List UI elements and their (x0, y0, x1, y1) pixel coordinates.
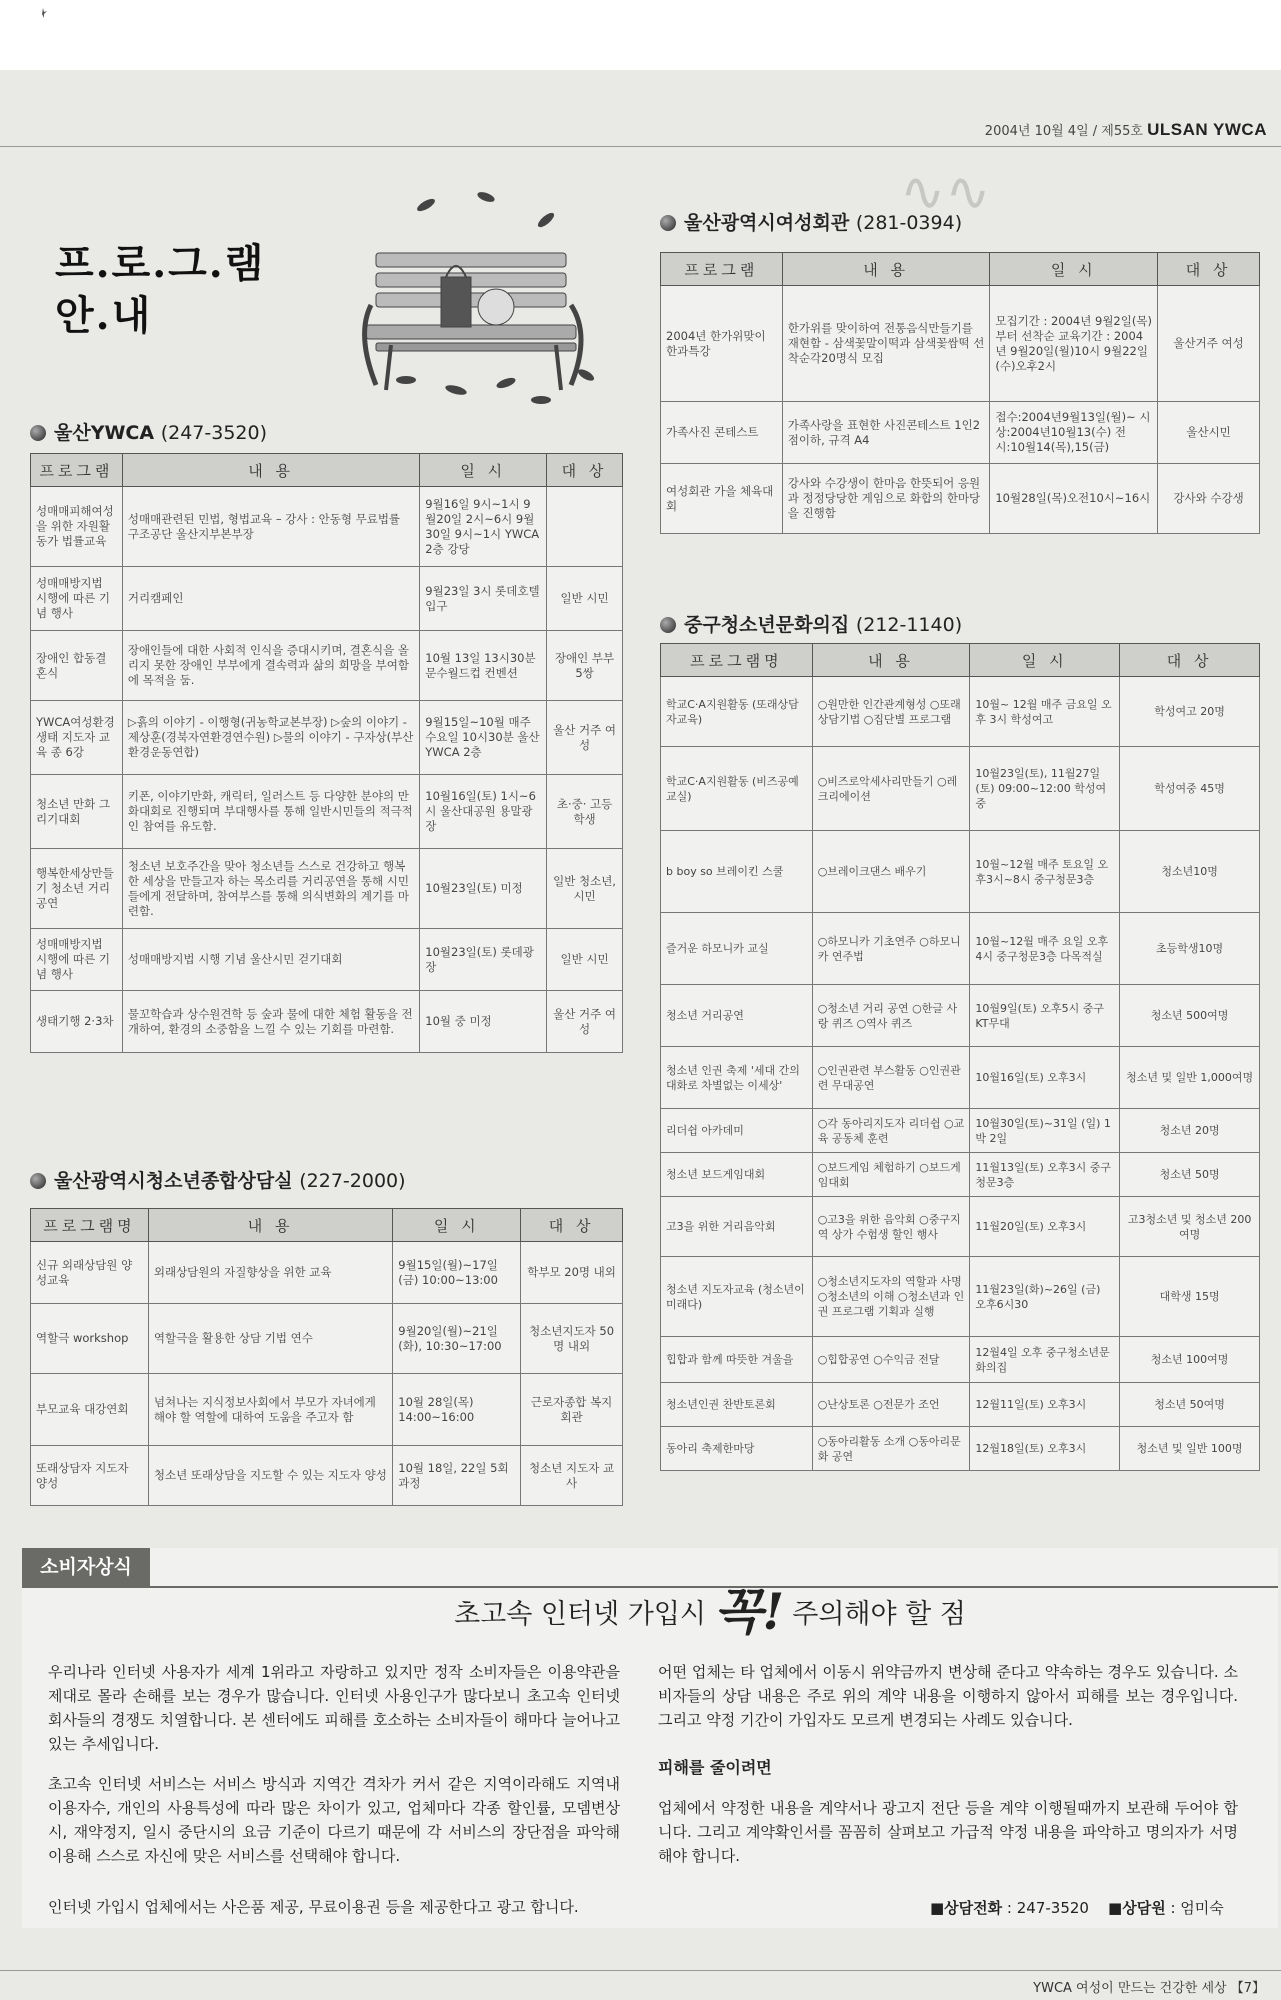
cell: 성매매관련된 민법, 형법교육 – 강사 : 안동형 무료법률 구조공단 울산지부본부장 (122, 487, 419, 567)
cell: 학교C·A지원활동 (또래상담자교육) (661, 677, 813, 747)
table-row (31, 631, 623, 701)
table-row (661, 1427, 1260, 1471)
ywca-phone: (247-3520) (160, 422, 268, 444)
consumer-tag: 소비자상식 (22, 1548, 150, 1586)
cell: 10월16일(토) 오후3시 (970, 1047, 1120, 1109)
consumer-headline (390, 1572, 1030, 1644)
cell: 10월30일(토)~31일 (일) 1박 2일 (970, 1109, 1120, 1153)
cell: 생태기행 2·3차 (31, 991, 123, 1053)
brand-name: ULSAN YWCA (1147, 120, 1267, 139)
cell: ○고3을 위한 음악회 ○중구지역 상가 수험생 할인 행사 (812, 1197, 970, 1257)
page-title (55, 238, 265, 342)
junggu-section-title (660, 610, 962, 637)
cell: 9월23일 3시 롯데호텔 입구 (420, 567, 547, 631)
table-row (661, 1047, 1260, 1109)
cell: 청소년 50명 (1120, 1153, 1260, 1197)
table-row (31, 1304, 623, 1374)
cell: 청소년10명 (1120, 831, 1260, 913)
table-row (31, 849, 623, 929)
cell: 초·중· 고등학생 (547, 775, 623, 849)
cell: 울산 거주 여성 (547, 991, 623, 1053)
headline-part-c: 주의해야 할 점 (792, 1599, 966, 1630)
ghost-bleed: ∿∿ (900, 160, 991, 223)
table-row (661, 1109, 1260, 1153)
table-row (661, 286, 1260, 402)
cell: 부모교육 대강연회 (31, 1374, 149, 1446)
cell: 10월23일(토) 미정 (420, 849, 547, 929)
cell: ○청소년지도자의 역할과 사명 ○청소년의 이해 ○청소년과 인권 프로그램 기획과 실행 (812, 1257, 970, 1337)
cell: 11월13일(토) 오후3시 중구청문3층 (970, 1153, 1120, 1197)
table-row (661, 985, 1260, 1047)
staff-value: : 엄미숙 (1170, 1899, 1224, 1917)
cell: 성매매피해여성을 위한 자원활동가 법률교육 (31, 487, 123, 567)
cell (547, 487, 623, 567)
cell: 장애인들에 대한 사회적 인식을 증대시키며, 결혼식을 올리지 못한 장애인 부부에게 결속력과 삶의 희망을 부여함에 목적을 둠. (122, 631, 419, 701)
consumer-paragraph-3: 인터넷 가입시 업체에서는 사은품 제공, 무료이용권 등을 제공한다고 광고 합니다. (48, 1898, 579, 1916)
cell: ○힙합공연 ○수익금 전달 (812, 1337, 970, 1383)
cell: 행복한세상만들기 청소년 거리공연 (31, 849, 123, 929)
bench-illustration-icon (346, 185, 606, 415)
cell: 청소년 지도자 교사 (521, 1446, 623, 1506)
table-row (661, 747, 1260, 831)
cell: 학교C·A지원활동 (비즈공예교실) (661, 747, 813, 831)
cell: 12월4일 오후 중구청소년문화의집 (970, 1337, 1120, 1383)
table-row (31, 1446, 623, 1506)
cell: 청소년 보호주간을 맞아 청소년들 스스로 건강하고 행복한 세상을 만들고자 하는 목소리를 거리공연을 통해 시민들에게 전달하며, 참여부스를 통해 의식변화의 계기를 마련함. (122, 849, 419, 929)
issue-date: 2004년 10월 4일 / 제55호 (984, 124, 1143, 139)
counsel-header-content: 내 용 (148, 1209, 392, 1242)
cell: 청소년 지도자교육 (청소년이 미래다) (661, 1257, 813, 1337)
cell: ○동아리활동 소개 ○동아리문화 공연 (812, 1427, 970, 1471)
table-row (661, 402, 1260, 464)
cell: 신규 외래상담원 양성교육 (31, 1242, 149, 1304)
counsel-phone: (227-2000) (299, 1170, 406, 1192)
cell: 가족사진 콘테스트 (661, 402, 783, 464)
cell: 12월11일(토) 오후3시 (970, 1383, 1120, 1427)
bullet-icon (30, 1173, 46, 1189)
women-header-target: 대 상 (1158, 253, 1260, 286)
table-row (661, 1153, 1260, 1197)
table-row (31, 929, 623, 991)
ywca-table (30, 453, 623, 1053)
cell: 역할극을 활용한 상담 기법 연수 (148, 1304, 392, 1374)
cell: 청소년 거리공연 (661, 985, 813, 1047)
table-row (661, 1257, 1260, 1337)
cell: 11월23일(화)~26일 (금) 오후6시30 (970, 1257, 1120, 1337)
cell: 9월16일 9시~1시 9월20일 2시~6시 9월30일 9시~1시 YWCA 2층 강당 (420, 487, 547, 567)
staff-label: ■상담원 (1108, 1899, 1166, 1917)
phone-value: : 247-3520 (1006, 1899, 1089, 1917)
cell: 강사와 수강생이 한마음 한뜻되어 응원과 정정당당한 게임으로 화합의 한마당을 진행함 (782, 464, 990, 534)
junggu-header-target: 대 상 (1120, 644, 1260, 677)
cell: 청소년 만화 그리기대회 (31, 775, 123, 849)
cell: 10월16일(토) 1시~6시 울산대공원 용말광장 (420, 775, 547, 849)
header-divider (0, 146, 1281, 147)
counsel-name: 울산광역시청소년종합상담실 (54, 1170, 293, 1192)
counsel-table (30, 1208, 623, 1506)
cell: 한가위를 맞이하여 전통음식만들기를 재현함 - 삼색꽃말이떡과 삼색꽃쌈떡 선착순각20명식 모집 (782, 286, 990, 402)
cell: ▷흙의 이야기 - 이행형(귀농학교본부장) ▷숲의 이야기 - 제상훈(경북자연환경연수원) ▷물의 이야기 - 구자상(부산환경운동연합) (122, 701, 419, 775)
counsel-header-program: 프로그램명 (31, 1209, 149, 1242)
cell: 모집기간 : 2004년 9월2일(목)부터 선착순 교육기간 : 2004년 9월20일(월)10시 9월22일(수)오후2시 (990, 286, 1158, 402)
title-line-1: 프.로.그.램 (55, 240, 266, 287)
cell: 청소년 20명 (1120, 1109, 1260, 1153)
junggu-header-content: 내 용 (812, 644, 970, 677)
cell: 10월 중 미정 (420, 991, 547, 1053)
cell: 거리캠페인 (122, 567, 419, 631)
consumer-paragraph-4: 어떤 업체는 타 업체에서 이동시 위약금까지 변상해 준다고 약속하는 경우도 있습니다. 소비자들의 상담 내용은 주로 위의 계약 내용을 이행하지 않아서 피해를 보는 경우입니다. 그리고 약정 기간이 가입자도 모르게 변경되는 사례도 있습니다. (658, 1663, 1238, 1729)
women-name: 울산광역시여성회관 (684, 212, 850, 234)
table-row (31, 487, 623, 567)
women-phone: (281-0394) (855, 212, 963, 234)
cell: 고3청소년 및 청소년 200여명 (1120, 1197, 1260, 1257)
junggu-header-date: 일 시 (970, 644, 1120, 677)
consumer-contact (930, 1897, 1224, 1918)
cell: 장애인 부부 5쌍 (547, 631, 623, 701)
cell: 9월15일~10월 매주 수요일 10시30분 울산YWCA 2층 (420, 701, 547, 775)
cell: 여성회관 가을 체육대회 (661, 464, 783, 534)
cell: 고3을 위한 거리음악회 (661, 1197, 813, 1257)
cell: 울산시민 (1158, 402, 1260, 464)
table-row (661, 464, 1260, 534)
cell: 즐거운 하모니카 교실 (661, 913, 813, 985)
cell: 일반 청소년, 시민 (547, 849, 623, 929)
cell: 청소년 및 일반 100명 (1120, 1427, 1260, 1471)
table-row (31, 1242, 623, 1304)
cell: ○원만한 인간관계형성 ○또래상담기법 ○집단별 프로그램 (812, 677, 970, 747)
ywca-header-date: 일 시 (420, 454, 547, 487)
consumer-paragraph-1: 우리나라 인터넷 사용자가 세계 1위라고 자랑하고 있지만 정작 소비자들은 이용약관을 제대로 몰라 손해를 보는 경우가 많습니다. 인터넷 사용인구가 많다보니 초고속 인터넷 회사들의 경쟁도 치열합니다. 본 센터에도 피해를 호소하는 소비자들이 해마다 늘어나고 있는 추세입니다. (48, 1663, 620, 1753)
cell: ○인권관련 부스활동 ○인권관련 무대공연 (812, 1047, 970, 1109)
cell: ○보드게임 체험하기 ○보드게임대회 (812, 1153, 970, 1197)
counsel-header-target: 대 상 (521, 1209, 623, 1242)
women-table (660, 252, 1260, 534)
table-row (31, 775, 623, 849)
cell: 청소년 보드게임대회 (661, 1153, 813, 1197)
cell: 학성여중 45명 (1120, 747, 1260, 831)
headline-part-b: 꼭! (713, 1582, 785, 1641)
cell: 리더쉽 아카데미 (661, 1109, 813, 1153)
cell: 11월20일(토) 오후3시 (970, 1197, 1120, 1257)
cell: 강사와 수강생 (1158, 464, 1260, 534)
cell: 초등학생10명 (1120, 913, 1260, 985)
cell: ○각 동아리지도자 리더쉽 ○교육 공동체 훈련 (812, 1109, 970, 1153)
consumer-paragraph-5: 업체에서 약정한 내용을 계약서나 광고지 전단 등을 계약 이행될때까지 보관해 두어야 합니다. 그리고 계약확인서를 꼼꼼히 살펴보고 가급적 약정 내용을 파악하고 명의자가 서명해야 합니다. (658, 1799, 1238, 1865)
cell: 10월23일(토) 롯데광장 (420, 929, 547, 991)
counsel-header-date: 일 시 (393, 1209, 521, 1242)
cell: ○난상토론 ○전문가 조언 (812, 1383, 970, 1427)
cell: 또래상담자 지도자 양성 (31, 1446, 149, 1506)
cell: ○브레이크댄스 배우기 (812, 831, 970, 913)
cell: ○청소년 거리 공연 ○한글 사랑 퀴즈 ○역사 퀴즈 (812, 985, 970, 1047)
bullet-icon (30, 425, 46, 441)
cell: 청소년 및 일반 1,000여명 (1120, 1047, 1260, 1109)
table-row (31, 991, 623, 1053)
phone-label: ■상담전화 (930, 1899, 1003, 1917)
junggu-header-program: 프로그램명 (661, 644, 813, 677)
consumer-subheading: 피해를 줄이려면 (658, 1758, 772, 1777)
footer-divider (0, 1970, 1281, 1971)
cell: ○하모니카 기초연주 ○하모니카 연주법 (812, 913, 970, 985)
cell: 넘쳐나는 지식정보사회에서 부모가 자녀에게 해야 할 역할에 대하여 도움을 주고자 함 (148, 1374, 392, 1446)
cell: 성매매방지법 시행 기념 울산시민 걷기대회 (122, 929, 419, 991)
ywca-header-content: 내 용 (122, 454, 419, 487)
cell: 청소년 인권 축제 '세대 간의 대화로 차별없는 이세상' (661, 1047, 813, 1109)
junggu-name: 중구청소년문화의집 (684, 614, 850, 636)
table-row (661, 1197, 1260, 1257)
headline-part-a: 초고속 인터넷 가입시 (454, 1599, 706, 1630)
bullet-icon (660, 617, 676, 633)
cell: 청소년 50여명 (1120, 1383, 1260, 1427)
table-row (661, 831, 1260, 913)
ywca-header-program: 프로그램 (31, 454, 123, 487)
cell: 12월18일(토) 오후3시 (970, 1427, 1120, 1471)
page-footer: YWCA 여성이 만드는 건강한 세상 【7】 (1033, 1981, 1265, 1996)
cell: YWCA여성환경생태 지도자 교육 종 6강 (31, 701, 123, 775)
counsel-section-title (30, 1166, 406, 1193)
cell: 10월 28일(목) 14:00~16:00 (393, 1374, 521, 1446)
corner-mark-icon (40, 8, 48, 18)
women-header-content: 내 용 (782, 253, 990, 286)
cell: 10월~12월 매주 요일 오후4시 중구청문3층 다목적실 (970, 913, 1120, 985)
cell: 접수:2004년9월13일(월)~ 시상:2004년10월13(수) 전시:10월14(목),15(금) (990, 402, 1158, 464)
cell: 9월15일(월)~17일(금) 10:00~13:00 (393, 1242, 521, 1304)
cell: 물꼬학습과 상수원견학 등 숲과 물에 대한 체험 활동을 전개하여, 환경의 소중함을 느낄 수 있는 기회를 마련함. (122, 991, 419, 1053)
cell: 대학생 15명 (1120, 1257, 1260, 1337)
cell: 근로자종합 복지회관 (521, 1374, 623, 1446)
cell: 10월28일(목)오전10시~16시 (990, 464, 1158, 534)
cell: 가족사랑을 표현한 사진콘테스트 1인2점이하, 규격 A4 (782, 402, 990, 464)
cell: 청소년 또래상담을 지도할 수 있는 지도자 양성 (148, 1446, 392, 1506)
cell: 일반 시민 (547, 929, 623, 991)
table-row (661, 913, 1260, 985)
cell: 10월~12월 매주 토요일 오후3시~8시 중구청문3층 (970, 831, 1120, 913)
cell: 10월23일(토), 11월27일(토) 09:00~12:00 학성여중 (970, 747, 1120, 831)
cell: 10월 13일 13시30분 문수월드컵 컨벤션 (420, 631, 547, 701)
cell: 장애인 합동결혼식 (31, 631, 123, 701)
table-row (31, 701, 623, 775)
table-row (661, 1337, 1260, 1383)
table-row (661, 1383, 1260, 1427)
cell: 힙합과 함께 따뜻한 겨울을 (661, 1337, 813, 1383)
cell: 2004년 한가위맞이 한과특강 (661, 286, 783, 402)
table-row (31, 567, 623, 631)
cell: 키폰, 이야기만화, 캐릭터, 일러스트 등 다양한 분야의 만화대회로 진행되며 부대행사를 통해 일반시민들의 적극적인 참여를 유도함. (122, 775, 419, 849)
table-row (31, 1374, 623, 1446)
ywca-name: 울산YWCA (54, 422, 155, 444)
cell: 9월20일(월)~21일 (화), 10:30~17:00 (393, 1304, 521, 1374)
cell: 청소년지도자 50명 내외 (521, 1304, 623, 1374)
junggu-phone: (212-1140) (855, 614, 963, 636)
women-section-title (660, 208, 962, 235)
cell: 동아리 축제한마당 (661, 1427, 813, 1471)
cell: 청소년인권 찬반토론회 (661, 1383, 813, 1427)
junggu-table (660, 643, 1260, 1471)
table-row (661, 677, 1260, 747)
cell: 청소년 500여명 (1120, 985, 1260, 1047)
cell: ○비즈로악세사리만들기 ○레크리에이션 (812, 747, 970, 831)
cell: 성매매방지법 시행에 따른 기념 행사 (31, 567, 123, 631)
ywca-header-target: 대 상 (547, 454, 623, 487)
title-line-2: 안.내 (55, 292, 153, 339)
cell: 10월 18일, 22일 5회과정 (393, 1446, 521, 1506)
cell: 울산 거주 여성 (547, 701, 623, 775)
cell: 10월9일(토) 오후5시 중구 KT무대 (970, 985, 1120, 1047)
cell: 학성여고 20명 (1120, 677, 1260, 747)
women-header-program: 프로그램 (661, 253, 783, 286)
cell: 외래상담원의 자질향상을 위한 교육 (148, 1242, 392, 1304)
bullet-icon (660, 215, 676, 231)
masthead (985, 120, 1267, 140)
consumer-paragraph-2: 초고속 인터넷 서비스는 서비스 방식과 지역간 격차가 커서 같은 지역이라해도 지역내 이용자수, 개인의 사용특성에 따라 많은 차이가 있고, 업체마다 각종 할인률, 모뎀변상시, 재약정지, 일시 중단시의 요금 기준이 다르기 때문에 각 서비스의 장단점을 파악해 이용해 스스로 자신에 맞은 서비스를 선택해야 합니다. (48, 1775, 620, 1865)
cell: 울산거주 여성 (1158, 286, 1260, 402)
cell: b boy so 브레이킨 스쿨 (661, 831, 813, 913)
cell: 10월~ 12월 매주 금요일 오후 3시 학성여고 (970, 677, 1120, 747)
cell: 청소년 100여명 (1120, 1337, 1260, 1383)
women-header-date: 일 시 (990, 253, 1158, 286)
ywca-section-title (30, 418, 267, 445)
cell: 역할극 workshop (31, 1304, 149, 1374)
cell: 학부모 20명 내외 (521, 1242, 623, 1304)
cell: 일반 시민 (547, 567, 623, 631)
cell: 성매매방지법 시행에 따른 기념 행사 (31, 929, 123, 991)
